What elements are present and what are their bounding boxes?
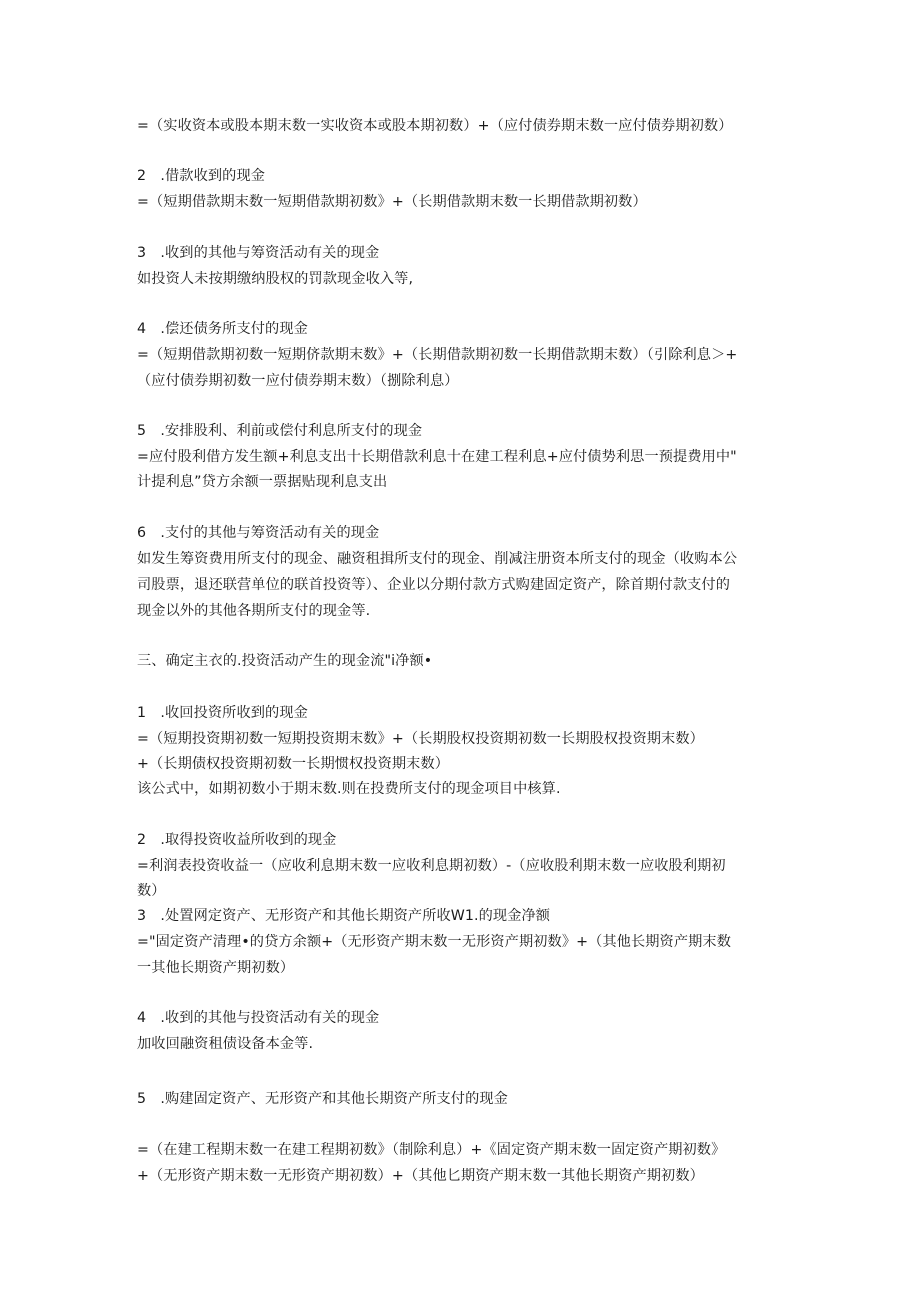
formula-line: =应付股利借方发生额+利息支出十长期借款利息十在建工程利息+应付债势利思一预提费用中"	[137, 449, 737, 465]
section-heading: 4 .收到的其他与投资活动有关的现金	[137, 1010, 380, 1026]
formula-line: 计提利息”贷方余额一票据贴现利息支出	[137, 474, 388, 490]
section-heading: 3 .收到的其他与筹资活动有关的现金	[137, 245, 380, 261]
section-heading: 5 .购建固定资产、无形资产和其他长期资产所支付的现金	[137, 1091, 508, 1107]
section-heading: 2 .借款收到的现金	[137, 168, 266, 184]
chapter-heading: 三、确定主衣的.投资活动产生的现金流"i净额•	[137, 653, 433, 669]
formula-line: （应付债券期初数一应付债券期末数）（捌除利息）	[137, 373, 459, 389]
section-heading: 5 .安排股利、利前或偿付利息所支付的现金	[137, 423, 423, 439]
formula-line: +（长期债权投资期初数一长期惯权投资期末数）	[137, 756, 450, 772]
section-heading: 1 .收回投资所收到的现金	[137, 705, 308, 721]
section-heading: 2 .取得投资收益所收到的现金	[137, 832, 337, 848]
section-heading: 4 .偿还债务所支付的现金	[137, 321, 308, 337]
text-line: 现金以外的其他各期所支付的现金等.	[137, 603, 371, 619]
section-heading: 6 .支付的其他与筹资活动有关的现金	[137, 525, 380, 541]
formula-line: =（短期借款期末数一短期借款期初数》+（长期借款期末数一长期借款期初数）	[137, 194, 647, 210]
formula-line: =（在建工程期末数一在建工程期初数》（制除利息）+《固定资产期末数一固定资产期初数》	[137, 1142, 726, 1158]
text-line: 加收回融资租债设备本金等.	[137, 1036, 314, 1052]
text-line: 该公式中，如期初数小于期末数.则在投费所支付的现金项目中核算.	[137, 781, 561, 797]
formula-line: =（短期投资期初数一短期投资期末数》+（长期股权投资期初数一长期股权投资期末数）	[137, 731, 704, 747]
formula-line: 数）	[137, 883, 166, 899]
formula-line: =利润表投资收益一（应收利息期末数一应收利息期初数）-（应收股利期末数一应收股利期初	[137, 858, 726, 874]
formula-line: 一其他长期资产期初数）	[137, 960, 295, 976]
formula-line: =（短期借款期初数一短期侪款期末数》+（长期借款期初数一长期借款期末数）（引除利息＞+	[137, 347, 738, 363]
text-line: 如发生筹资费用所支付的现金、融资租揖所支付的现金、削减注册资本所支付的现金（收购本公	[137, 551, 738, 567]
formula-line: =（实收资本或股本期末数一实收资本或股本期初数）+（应付债券期末数一应付债券期初数）	[137, 118, 733, 134]
text-line: 如投资人未按期缴纳股权的罚款现金收入等,	[137, 271, 414, 287]
section-heading: 3 .处置网定资产、无形资产和其他长期资产所收W1.的现金净额	[137, 908, 551, 924]
formula-line: ="固定资产清理•的贷方余额+（无形资产期末数一无形资产期初数》+（其他长期资产期末数	[137, 934, 731, 950]
formula-line: +（无形资产期末数一无形资产期初数）+（其他匕期资产期末数一其他长期资产期初数）	[137, 1168, 704, 1184]
text-line: 司股票，退还联营单位的联首投资等）、企业以分期付款方式购建固定资产，除首期付款支付的	[137, 577, 730, 593]
